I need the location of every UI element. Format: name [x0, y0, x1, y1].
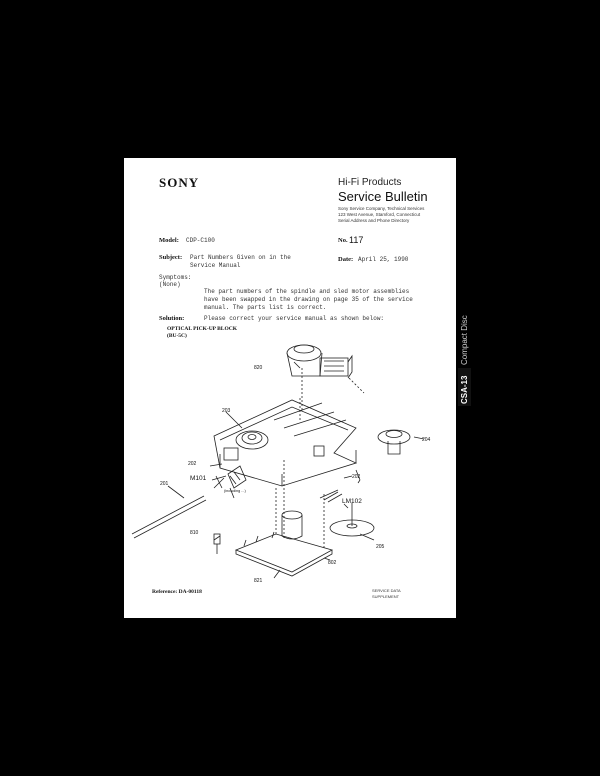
label-821: 821: [254, 578, 263, 584]
solution-value: Please correct your service manual as shown below:: [204, 315, 385, 322]
company-line-2: 123 West Avenue, Stamford, Connecticut: [338, 212, 421, 217]
label-204: 204: [422, 437, 431, 443]
solution-label: Solution:: [159, 315, 185, 322]
label-M102: LM102: [342, 498, 362, 505]
footer-right-line-1: SERVICE DATA: [372, 588, 401, 593]
subject-line-2: Service Manual: [190, 262, 241, 269]
label-802: 802: [328, 560, 337, 566]
symptoms-value: (None): [159, 281, 181, 288]
side-category-text: Compact Disc: [460, 315, 469, 365]
subject-label: Subject:: [159, 254, 183, 261]
side-tab-label: CSA-13: [460, 375, 469, 404]
label-202-left: 202: [188, 461, 197, 467]
number-label: No.: [338, 237, 348, 244]
footer-right-line-2: SUPPLEMENT: [372, 594, 400, 599]
company-line-3: Serial Address and Phone Directory: [338, 218, 410, 223]
body-line-3: manual. The parts list is correct.: [204, 304, 327, 311]
diagram-title: OPTICAL PICK-UP BLOCK: [167, 326, 237, 332]
label-M101: M101: [190, 475, 207, 482]
label-203: 203: [222, 408, 231, 414]
date-label: Date:: [338, 256, 354, 263]
sony-logo: SONY: [159, 175, 200, 190]
label-202-right: 202: [352, 474, 361, 480]
product-line: Hi-Fi Products: [338, 177, 402, 188]
body-line-1: The part numbers of the spindle and sled motor assemblies: [204, 288, 410, 295]
number-value: 117: [349, 235, 364, 245]
label-810: 810: [190, 530, 199, 536]
date-value: April 25, 1990: [358, 256, 409, 263]
optical-pickup-exploded-diagram: [124, 158, 456, 618]
subject-line-1: Part Numbers Given on in the: [190, 254, 291, 261]
company-line-1: Sony Service Company, Technical Services: [338, 206, 425, 211]
label-820: 820: [254, 365, 263, 371]
label-205: 205: [376, 544, 385, 550]
label-including: (including ...): [224, 489, 246, 493]
side-index-strip: [458, 283, 472, 409]
side-index-tab: [458, 368, 471, 406]
diagram-subtitle: (BU-5C): [167, 333, 187, 339]
model-value: CDP-C100: [186, 237, 215, 244]
bulletin-title: Service Bulletin: [338, 189, 428, 204]
service-bulletin-page: [124, 158, 456, 618]
symptoms-label: Symptoms:: [159, 274, 192, 281]
model-label: Model:: [159, 237, 179, 244]
body-line-2: have been swapped in the drawing on page 35 of the service: [204, 296, 413, 303]
label-201: 201: [160, 481, 169, 487]
reference-number: Reference: DA-00118: [152, 589, 202, 595]
